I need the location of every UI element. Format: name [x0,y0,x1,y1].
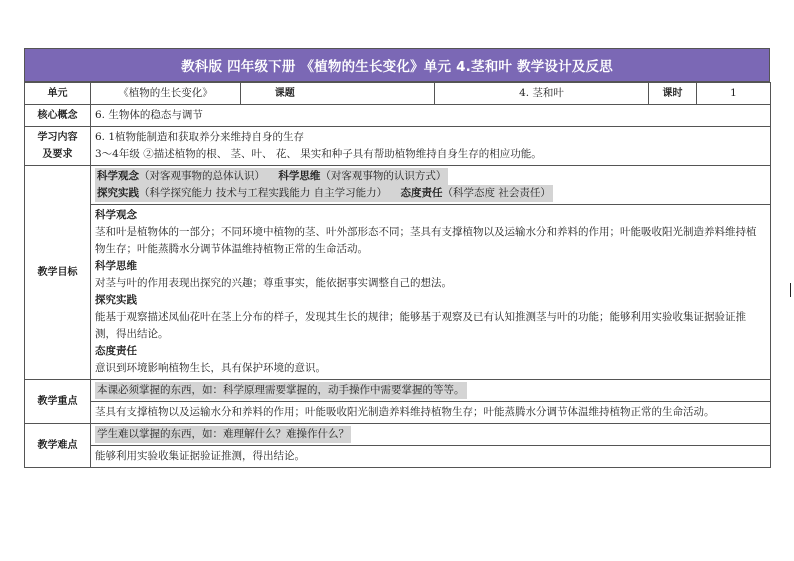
core-concept-value: 6. 生物体的稳态与调节 [91,105,771,127]
goals-dimension-header [91,166,771,205]
goals-content-row [25,205,771,380]
lesson-plan-table [24,82,771,468]
learning-content-line1: 6. 1植物能制造和获取养分来维持自身的生存 [95,131,305,143]
core-concept-row [25,105,771,127]
unit-row [25,83,771,105]
key-point-hint: 本课必须掌握的东西，如：科学原理需要掌握的，动手操作中需要掌握的等等。 [95,382,467,399]
goals-content [91,205,771,380]
difficulty-hint: 学生难以掌握的东西，如：难理解什么？难操作什么？ [95,426,351,443]
goals-header-line2 [95,185,766,202]
difficulty-text-row [25,446,771,468]
text-cursor-mark [790,283,791,297]
inquiry-practice-desc: （科学探究能力 技术与工程实践能力 自主学习能力） [139,187,388,199]
science-thinking-tag: 科学思维 [278,170,321,182]
difficulty-label: 教学难点 [25,424,91,468]
period-label: 课时 [649,83,697,105]
document-title: 教科版 四年级下册 《植物的生长变化》单元 4.茎和叶 教学设计及反思 [24,48,770,82]
goal-section-text-1: 茎和叶是植物体的一部分；不同环境中植物的茎、叶外部形态不同；茎具有支撑植物以及运输水分和养料的作用；叶能吸收阳光制造养料维持植物生存；叶能蒸腾水分调节体温维持植物正常的生命活动。 [95,226,757,255]
unit-value: 《植物的生长变化》 [91,83,241,105]
learning-content-line2: 3～4年级 ②描述植物的根、 茎、叶、 花、 果实和种子具有帮助植物维持自身生存的相应功能。 [95,148,542,160]
learning-content-label-line1: 学习内容 [37,132,78,143]
key-point-text: 茎具有支撑植物以及运输水分和养料的作用；叶能吸收阳光制造养料维持植物生存；叶能蒸腾水分调节体温维持植物正常的生命活动。 [91,402,771,424]
goal-section-title-1: 科学观念 [95,209,137,221]
inquiry-practice-tag: 探究实践 [97,187,139,199]
goals-header-line1 [95,168,766,185]
unit-label: 单元 [25,83,91,105]
science-thinking-desc: （对客观事物的认识方式） [320,170,447,182]
key-point-text-row [25,402,771,424]
learning-content-row [25,127,771,166]
difficulty-hint-cell [91,424,771,446]
goal-section-title-2: 科学思维 [95,260,137,272]
goals-header-line2-highlight [95,185,553,202]
topic-spacer [329,83,435,105]
difficulty-text: 能够利用实验收集证据验证推测，得出结论。 [91,446,771,468]
topic-label: 课题 [241,83,329,105]
key-point-hint-row [25,380,771,402]
core-concept-label: 核心概念 [25,105,91,127]
key-point-hint-cell [91,380,771,402]
topic-value: 4. 茎和叶 [435,83,649,105]
goal-section-text-2: 对茎与叶的作用表现出探究的兴趣；尊重事实，能依据事实调整自己的想法。 [95,277,452,289]
attitude-responsibility-desc: （科学态度 社会责任） [442,187,551,199]
goal-section-title-3: 探究实践 [95,294,137,306]
difficulty-hint-row [25,424,771,446]
learning-content-label-line2: 及要求 [42,149,73,160]
attitude-responsibility-tag: 态度责任 [400,187,443,199]
goal-section-title-4: 态度责任 [95,345,137,357]
goals-header-line1-highlight [95,168,448,185]
science-concept-tag: 科学观念 [97,170,139,182]
learning-content-label [25,127,91,166]
learning-content-value [91,127,771,166]
teaching-goals-label: 教学目标 [25,166,91,380]
lesson-plan-document [24,48,770,468]
period-value: 1 [697,83,771,105]
goal-section-text-3: 能基于观察描述凤仙花叶在茎上分布的样子，发现其生长的规律；能够基于观察及已有认知推测茎与叶的功能；能够利用实验收集证据验证推测，得出结论。 [95,311,746,340]
goal-section-text-4: 意识到环境影响植物生长，具有保护环境的意识。 [95,362,326,374]
goals-header-row [25,166,771,205]
science-concept-desc: （对客观事物的总体认识） [139,170,265,182]
key-point-label: 教学重点 [25,380,91,424]
